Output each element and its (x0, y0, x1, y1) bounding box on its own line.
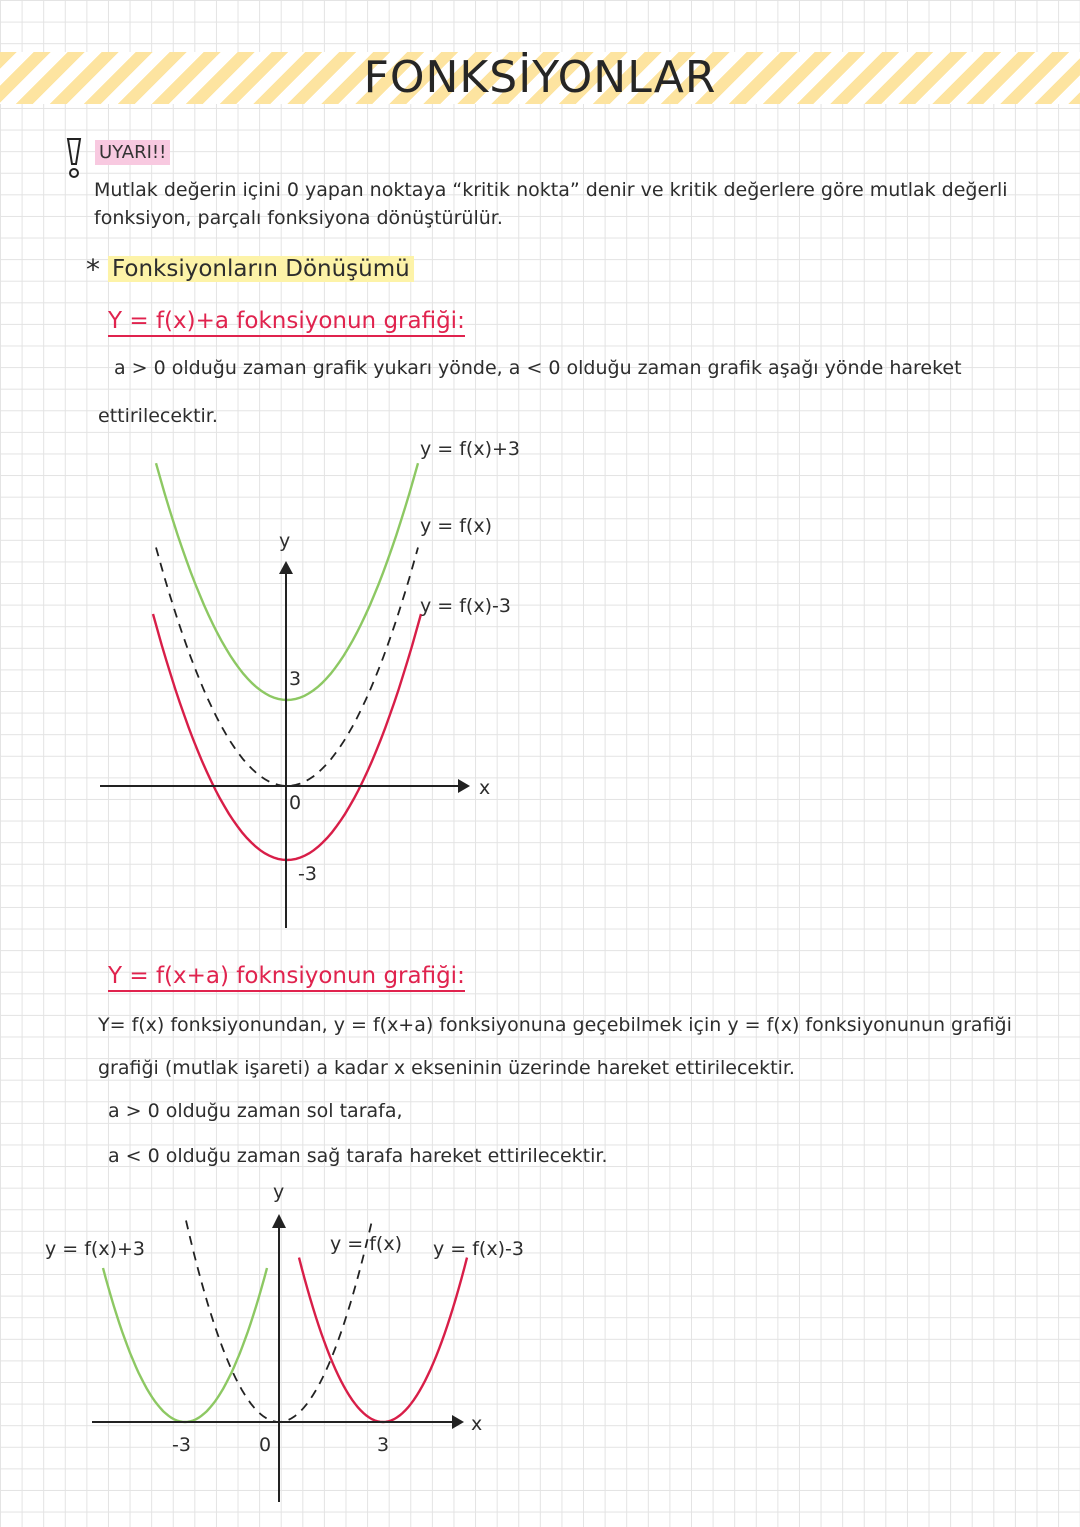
tick-label-neg3: -3 (298, 863, 317, 885)
legend-f-minus-3: y = f(x)-3 (433, 1238, 524, 1260)
horizontal-shift-line-3: a > 0 olduğu zaman sol tarafa, (108, 1100, 403, 1122)
horizontal-shift-heading: Y = f(x+a) foknsiyonun grafiği: (108, 963, 465, 992)
legend-f: y = f(x) (420, 515, 493, 537)
legend-f-minus-3: y = f(x)-3 (420, 595, 511, 617)
warning-label: UYARI!! (95, 140, 170, 165)
x-axis-label: x (479, 777, 491, 799)
curve-y-f-x-3 (299, 1258, 467, 1422)
tick-label-neg3: -3 (172, 1434, 191, 1456)
tick-label-3: 3 (289, 668, 302, 690)
legend-f-plus-3: y = f(x)+3 (420, 438, 521, 460)
page-title: FONKSİYONLAR (363, 52, 717, 103)
tick-label-3: 3 (377, 1434, 390, 1456)
tick-label-0: 0 (289, 792, 302, 814)
curve-y-f-x-3 (103, 1268, 267, 1422)
x-axis-label: x (471, 1413, 483, 1435)
legend-f-plus-3: y = f(x)+3 (45, 1238, 146, 1260)
horizontal-shift-line-4: a < 0 olduğu zaman sağ tarafa hareket ettirilecektir. (108, 1145, 608, 1167)
asterisk-icon: * (86, 253, 100, 286)
legend-f: y = f(x) (330, 1233, 403, 1255)
y-axis-label: y (279, 530, 291, 552)
horizontal-shift-line-1: Y= f(x) fonksiyonundan, y = f(x+a) fonksiyonuna geçebilmek için y = f(x) fonksiyonunun grafiği (98, 1014, 1012, 1036)
y-axis-arrow-icon (272, 1214, 286, 1228)
horizontal-shift-line-2: grafiği (mutlak işareti) a kadar x ekseninin üzerinde hareket ettirilecektir. (98, 1057, 795, 1079)
y-axis-label: y (273, 1181, 285, 1203)
x-axis-arrow-icon (452, 1415, 464, 1429)
warning-text: Mutlak değerin içini 0 yapan noktaya “kritik nokta” denir ve kritik değerlere göre mutlak değerli fonksiyon, parçalı fonksiyona dönüştürülür. (94, 179, 1008, 229)
vertical-shift-heading: Y = f(x)+a foknsiyonun grafiği: (108, 308, 465, 337)
tick-label-0: 0 (259, 1434, 272, 1456)
vertical-shift-line-2: ettirilecektir. (98, 405, 218, 427)
section-title: Fonksiyonların Dönüşümü (108, 256, 414, 282)
vertical-shift-line-1: a > 0 olduğu zaman grafik yukarı yönde, a < 0 olduğu zaman grafik aşağı yönde hareket (114, 357, 962, 379)
